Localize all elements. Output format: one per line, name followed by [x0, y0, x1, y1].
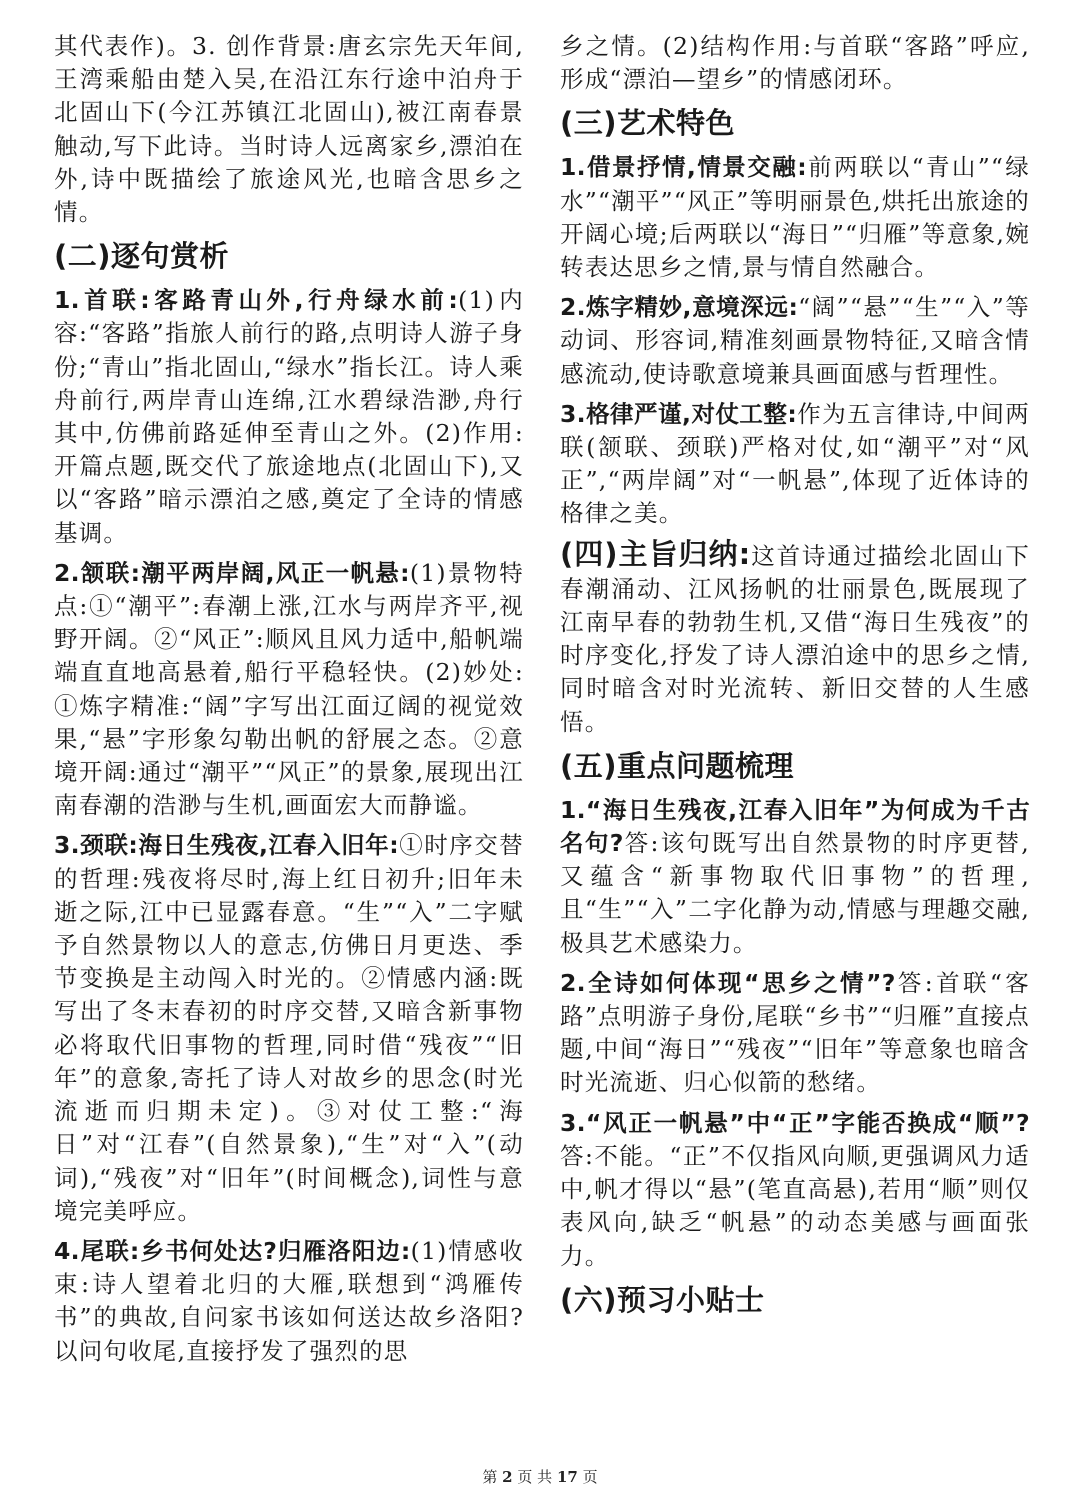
question-1-answer: 答:该句既写出自然景物的时序更替,又蕴含“新事物取代旧事物”的哲理,且“生”“入”二字化静为动,情感与理趣交融,极具艺术感染力。	[560, 829, 1030, 957]
question-3	[560, 1107, 1030, 1273]
analysis-item-4-text: (1)情感收束:诗人望着北归的大雁,联想到“鸿雁传书”的典故,自问家书该如何送达故乡洛阳?以问句收尾,直接抒发了强烈的思	[54, 1236, 524, 1365]
section-heading-preview-tips: (六)预习小贴士	[560, 1282, 765, 1317]
question-1-label: 1.“海日生残夜,江春入旧年”为何成为千古名句?	[560, 795, 1030, 858]
art-feature-2-text: “阔”“悬”“生”“入”等动词、形容词,精准刻画景物特征,又暗含情感流动,使诗歌意境兼具画面感与哲理性。	[560, 293, 1030, 388]
footer-total-pages: 17	[556, 1468, 578, 1486]
art-feature-2	[560, 291, 1030, 391]
question-3-label: 3.“风正一帆悬”中“正”字能否换成“顺”?	[560, 1108, 1030, 1137]
section-heading-line-analysis: (二)逐句赏析	[54, 239, 230, 274]
art-feature-3	[560, 398, 1030, 531]
art-feature-1-label: 1.借景抒情,情景交融:	[560, 153, 807, 182]
analysis-item-1-text: (1)内容:“客路”指旅人前行的路,点明诗人游子身份;“青山”指北固山,“绿水”指长江。诗人乘舟前行,两岸青山连绵,江水碧绿浩渺,舟行其中,仿佛前路延伸至青山之外。(2)作用:开篇点题,既交代了旅途地点(北固山下),又以“客路”暗示漂泊之感,奠定了全诗的情感基调。	[54, 286, 524, 547]
footer-suffix: 页	[582, 1468, 598, 1486]
page-footer	[0, 1466, 1080, 1487]
section-heading-key-questions: (五)重点问题梳理	[560, 748, 795, 783]
question-2-label: 2.全诗如何体现“思乡之情”?	[560, 968, 896, 997]
intro-background-paragraph: 其代表作)。3. 创作背景:唐玄宗先天年间,王湾乘船由楚入吴,在沿江东行途中泊舟于北固山下(今江苏镇江北固山),被江南春景触动,写下此诗。当时诗人远离家乡,漂泊在外,诗中既描绘了旅途风光,也暗含思乡之情。	[54, 32, 524, 227]
art-feature-1-text: 前两联以“青山”“绿水”“潮平”“风正”等明丽景色,烘托出旅途的开阔心境;后两联以“海日”“归雁”等意象,婉转表达思乡之情,景与情自然融合。	[560, 153, 1031, 282]
question-3-answer: 答:不能。“正”不仅指风向顺,更强调风力适中,帆才得以“悬”(笔直高悬),若用“顺”则仅表风向,缺乏“帆悬”的动态美感与画面张力。	[560, 1141, 1030, 1270]
left-column	[54, 30, 524, 1375]
theme-summary	[560, 538, 1030, 739]
analysis-item-3-text: ①时序交替的哲理:残夜将尽时,海上红日初升;旧年未逝之际,江中已显露春意。“生”“入”二字赋予自然景物以人的意志,仿佛日月更迭、季节变换是主动闯入时光的。②情感内涵:既写出了冬末春初的时序交替,又暗含新事物必将取代旧事物的哲理,同时借“残夜”“旧年”的意象,寄托了诗人对故乡的思念(时光流逝而归期未定)。③对仗工整:“海日”对“江春”(自然景象),“生”对“入”(动词),“残夜”对“旧年”(时间概念),词性与意境完美呼应。	[54, 831, 525, 1225]
art-feature-1	[560, 151, 1030, 284]
question-2	[560, 967, 1030, 1100]
analysis-item-4	[54, 1235, 524, 1368]
theme-summary-text: 这首诗通过描绘北固山下春潮涌动、江风扬帆的壮丽景色,既展现了江南早春的勃勃生机,又借“海日生残夜”的时序变化,抒发了诗人漂泊途中的思乡之情,同时暗含对时光流转、新旧交替的人生感悟。	[560, 541, 1030, 736]
art-feature-3-label: 3.格律严谨,对仗工整:	[560, 399, 798, 428]
art-feature-2-label: 2.炼字精妙,意境深远:	[560, 293, 799, 322]
analysis-item-4-continued: 乡之情。(2)结构作用:与首联“客路”呼应,形成“漂泊—望乡”的情感闭环。	[560, 32, 1030, 94]
analysis-item-1-label: 1.首联:客路青山外,行舟绿水前:	[54, 286, 459, 315]
analysis-item-2-text: (1)景物特点:①“潮平”:春潮上涨,江水与两岸齐平,视野开阔。②“风正”:顺风且风力适中,船帆端端直直地高悬着,船行平稳轻快。(2)妙处:①炼字精准:“阔”字写出江面辽阔的视觉效果,“悬”字形象勾勒出帆的舒展之态。②意境开阔:通过“潮平”“风正”的景象,展现出江南春潮的浩渺与生机,画面宏大而静谧。	[54, 558, 524, 820]
art-feature-3-text: 作为五言律诗,中间两联(颔联、颈联)严格对仗,如“潮平”对“风正”,“两岸阔”对“一帆悬”,体现了近体诗的格律之美。	[560, 399, 1030, 528]
question-1	[560, 794, 1030, 960]
section-heading-theme: (四)主旨归纳:	[560, 536, 751, 571]
analysis-item-3-label: 3.颈联:海日生残夜,江春入旧年:	[54, 831, 399, 860]
analysis-item-4-label: 4.尾联:乡书何处达?归雁洛阳边:	[54, 1236, 411, 1265]
footer-prefix: 第	[482, 1468, 498, 1486]
analysis-item-1	[54, 284, 524, 550]
footer-current-page: 2	[502, 1468, 513, 1486]
section-heading-art-features: (三)艺术特色	[560, 106, 736, 141]
analysis-item-2	[54, 557, 524, 823]
right-column	[560, 30, 1030, 1328]
analysis-item-3	[54, 829, 524, 1227]
question-2-answer: 答:首联“客路”点明游子身份,尾联“乡书”“归雁”直接点题,中间“海日”“残夜”“旧年”等意象也暗含时光流逝、归心似箭的愁绪。	[560, 968, 1030, 1097]
analysis-item-2-label: 2.颔联:潮平两岸阔,风正一帆悬:	[54, 558, 410, 587]
footer-mid: 页 共	[517, 1468, 553, 1486]
